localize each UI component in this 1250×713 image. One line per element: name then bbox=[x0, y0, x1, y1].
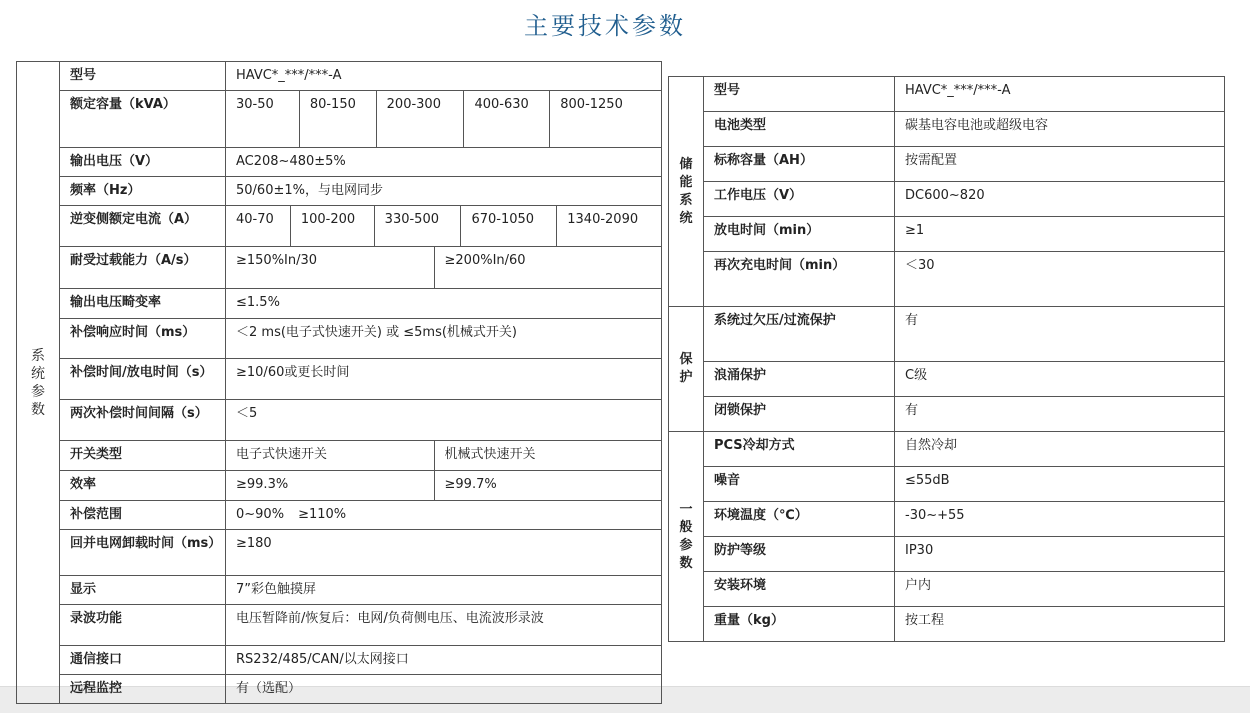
table-row bbox=[17, 471, 662, 501]
param-value: IP30 bbox=[895, 537, 1225, 572]
param-value: 0~90% ≥110% bbox=[226, 501, 662, 530]
param-value: ≥200%In/60 bbox=[434, 247, 661, 288]
param-label: 输出电压畸变率 bbox=[60, 289, 226, 319]
table-row bbox=[17, 501, 662, 530]
param-value: 400-630 bbox=[463, 91, 549, 147]
table-row bbox=[669, 502, 1225, 537]
table-row bbox=[669, 307, 1225, 362]
param-label: 效率 bbox=[60, 471, 226, 501]
param-label: 两次补偿时间间隔（s） bbox=[60, 400, 226, 441]
param-value: 有（选配） bbox=[226, 675, 662, 704]
table-row bbox=[17, 605, 662, 646]
param-value: ≥150%In/30 bbox=[236, 253, 318, 268]
param-value: HAVC*_***/***-A bbox=[226, 62, 662, 91]
param-label: 再次充电时间（min） bbox=[704, 252, 895, 307]
param-value: ＜30 bbox=[895, 252, 1225, 307]
param-value: 50/60±1%，与电网同步 bbox=[226, 177, 662, 206]
param-label: 补偿范围 bbox=[60, 501, 226, 530]
param-value: DC600~820 bbox=[895, 182, 1225, 217]
table-row bbox=[17, 148, 662, 177]
table-row bbox=[17, 247, 662, 289]
param-value: 200-300 bbox=[376, 91, 464, 147]
param-value: ≥99.3% bbox=[236, 477, 289, 492]
table-row bbox=[17, 400, 662, 441]
param-label: 安装环境 bbox=[704, 572, 895, 607]
table-row bbox=[669, 397, 1225, 432]
param-value: 330-500 bbox=[374, 206, 461, 246]
param-value-group bbox=[226, 471, 662, 501]
param-value: HAVC*_***/***-A bbox=[895, 77, 1225, 112]
param-label: 录波功能 bbox=[60, 605, 226, 646]
table-row bbox=[669, 572, 1225, 607]
table-row bbox=[17, 576, 662, 605]
param-value-group bbox=[226, 91, 662, 148]
param-label: 耐受过载能力（A/s） bbox=[60, 247, 226, 289]
table-row bbox=[669, 217, 1225, 252]
table-row bbox=[17, 289, 662, 319]
param-value: ≥10/60或更长时间 bbox=[226, 359, 662, 400]
param-label: 远程监控 bbox=[60, 675, 226, 704]
param-label: 重量（kg） bbox=[704, 607, 895, 642]
table-row bbox=[669, 112, 1225, 147]
param-value: ＜2 ms(电子式快速开关) 或 ≤5ms(机械式开关) bbox=[226, 319, 662, 359]
param-label: 闭锁保护 bbox=[704, 397, 895, 432]
param-value: 30-50 bbox=[236, 97, 274, 112]
param-value: 机械式快速开关 bbox=[434, 441, 661, 470]
table-row bbox=[17, 359, 662, 400]
param-label: 通信接口 bbox=[60, 646, 226, 675]
param-label: 频率（Hz） bbox=[60, 177, 226, 206]
param-value: -30~+55 bbox=[895, 502, 1225, 537]
param-label: 电池类型 bbox=[704, 112, 895, 147]
param-value: 1340-2090 bbox=[556, 206, 661, 246]
param-label: PCS冷却方式 bbox=[704, 432, 895, 467]
param-value: AC208~480±5% bbox=[226, 148, 662, 177]
param-label: 显示 bbox=[60, 576, 226, 605]
table-row bbox=[17, 441, 662, 471]
param-label: 输出电压（V） bbox=[60, 148, 226, 177]
param-value: 按需配置 bbox=[895, 147, 1225, 182]
param-value: RS232/485/CAN/以太网接口 bbox=[226, 646, 662, 675]
table-row bbox=[669, 77, 1225, 112]
table-row bbox=[669, 432, 1225, 467]
table-row bbox=[669, 607, 1225, 642]
param-value: 40-70 bbox=[236, 212, 274, 227]
param-label: 回并电网卸载时间（ms） bbox=[60, 530, 226, 576]
param-label: 放电时间（min） bbox=[704, 217, 895, 252]
table-row bbox=[17, 206, 662, 247]
param-value: ≤1.5% bbox=[226, 289, 662, 319]
param-value: 按工程 bbox=[895, 607, 1225, 642]
section-label-protection: 保 护 bbox=[669, 307, 704, 432]
table-row bbox=[17, 646, 662, 675]
table-row bbox=[17, 91, 662, 148]
param-value: 80-150 bbox=[299, 91, 376, 147]
param-value: 7”彩色触摸屏 bbox=[226, 576, 662, 605]
table-row bbox=[669, 182, 1225, 217]
table-row bbox=[17, 177, 662, 206]
param-value-group bbox=[226, 206, 662, 247]
table-row bbox=[669, 147, 1225, 182]
section-label-storage: 储 能 系 统 bbox=[669, 77, 704, 307]
param-value: ≥99.7% bbox=[434, 471, 661, 500]
param-value: ＜5 bbox=[226, 400, 662, 441]
table-row bbox=[669, 252, 1225, 307]
param-label: 防护等级 bbox=[704, 537, 895, 572]
param-label: 工作电压（V） bbox=[704, 182, 895, 217]
table-row bbox=[669, 537, 1225, 572]
param-label: 开关类型 bbox=[60, 441, 226, 471]
param-value: C级 bbox=[895, 362, 1225, 397]
param-value: ≥1 bbox=[895, 217, 1225, 252]
table-row bbox=[17, 530, 662, 576]
param-value-group bbox=[226, 247, 662, 289]
param-label: 补偿响应时间（ms） bbox=[60, 319, 226, 359]
param-label: 逆变侧额定电流（A） bbox=[60, 206, 226, 247]
param-value: 电压暂降前/恢复后：电网/负荷侧电压、电流波形录波 bbox=[226, 605, 662, 646]
system-params-table bbox=[16, 61, 662, 704]
param-label: 环境温度（℃） bbox=[704, 502, 895, 537]
param-value: 自然冷却 bbox=[895, 432, 1225, 467]
param-label: 型号 bbox=[704, 77, 895, 112]
param-label: 系统过欠压/过流保护 bbox=[704, 307, 895, 362]
param-value: 670-1050 bbox=[460, 206, 556, 246]
table-row bbox=[17, 675, 662, 704]
param-value: 户内 bbox=[895, 572, 1225, 607]
param-label: 型号 bbox=[60, 62, 226, 91]
section-label-general: 一 般 参 数 bbox=[669, 432, 704, 642]
param-label: 补偿时间/放电时间（s） bbox=[60, 359, 226, 400]
param-value: 800-1250 bbox=[549, 91, 661, 147]
storage-params-table bbox=[668, 76, 1225, 642]
table-row bbox=[669, 362, 1225, 397]
param-value-group bbox=[226, 441, 662, 471]
section-label-system: 系 统 参 数 bbox=[17, 62, 60, 704]
table-row bbox=[669, 467, 1225, 502]
param-label: 噪音 bbox=[704, 467, 895, 502]
param-label: 浪涌保护 bbox=[704, 362, 895, 397]
param-value: ≥180 bbox=[226, 530, 662, 576]
table-row bbox=[17, 62, 662, 91]
param-value: 有 bbox=[895, 397, 1225, 432]
table-row bbox=[17, 319, 662, 359]
param-value: ≤55dB bbox=[895, 467, 1225, 502]
page-title: 主要技术参数 bbox=[524, 12, 686, 40]
param-value: 电子式快速开关 bbox=[236, 447, 328, 462]
param-value: 碳基电容电池或超级电容 bbox=[895, 112, 1225, 147]
param-label: 额定容量（kVA） bbox=[60, 91, 226, 148]
param-label: 标称容量（AH） bbox=[704, 147, 895, 182]
param-value: 有 bbox=[895, 307, 1225, 362]
param-value: 100-200 bbox=[290, 206, 374, 246]
